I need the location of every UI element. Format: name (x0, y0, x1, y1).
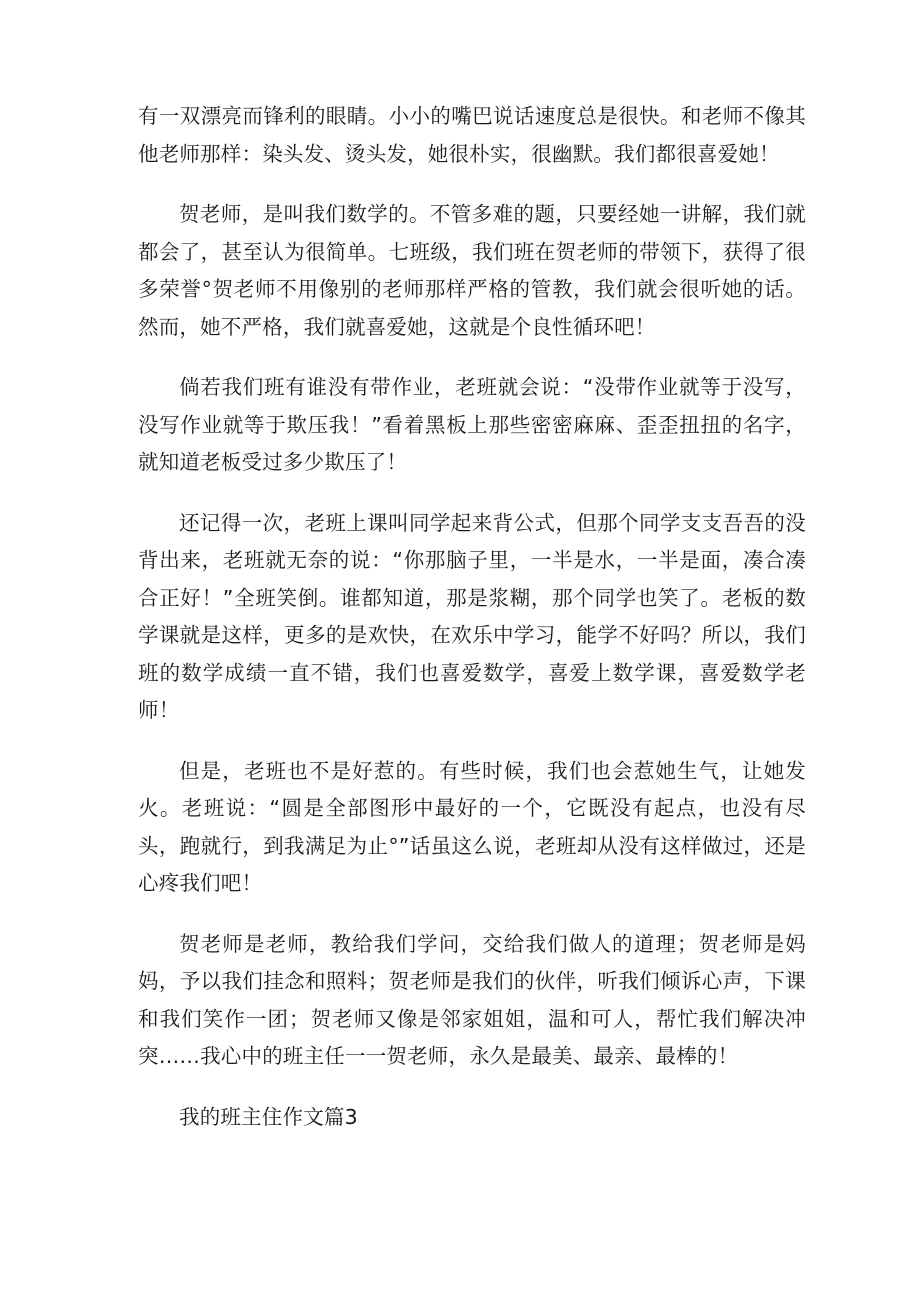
paragraph-2: 贺老师，是叫我们数学的。不管多难的题，只要经她一讲解，我们就都会了，甚至认为很简单。七班级，我们班在贺老师的带领下，获得了很多荣誉°贺老师不用像别的老师那样严格的管教，我们就会很听她的话。然而，她不严格，我们就喜爱她，这就是个良性循环吧！ (138, 202, 806, 339)
paragraph-3: 倘若我们班有谁没有带作业，老班就会说：“没带作业就等于没写，没写作业就等于欺压我！”看着黑板上那些密密麻麻、歪歪扭扭的名字，就知道老板受过多少欺压了！ (138, 375, 806, 474)
section-heading: 我的班主住作文篇3 (179, 1104, 358, 1129)
document-page (138, 98, 806, 1136)
paragraph-4: 还记得一次，老班上课叫同学起来背公式，但那个同学支支吾吾的没背出来，老班就无奈的说：“你那脑子里，一半是水，一半是面，凑合凑合正好！”全班笑倒。谁都知道，那是浆糊，那个同学也笑了。老板的数学课就是这样，更多的是欢快，在欢乐中学习，能学不好吗？所以，我们班的数学成绩一直不错，我们也喜爱数学，喜爱上数学课，喜爱数学老师！ (138, 510, 806, 722)
paragraph-6: 贺老师是老师，教给我们学问，交给我们做人的道理；贺老师是妈妈，予以我们挂念和照料；贺老师是我们的伙伴，听我们倾诉心声，下课和我们笑作一团；贺老师又像是邻家姐姐，温和可人，帮忙我们解决冲突……我心中的班主任一一贺老师，永久是最美、最亲、最棒的！ (138, 931, 806, 1068)
paragraph-5: 但是，老班也不是好惹的。有些时候，我们也会惹她生气，让她发火。老班说：“圆是全部图形中最好的一个，它既没有起点，也没有尽头，跑就行，到我满足为止°”话虽这么说，老班却从没有这样做过，还是心疼我们吧！ (138, 758, 806, 895)
paragraph-1: 有一双漂亮而锋利的眼睛。小小的嘴巴说话速度总是很快。和老师不像其他老师那样：染头发、烫头发，她很朴实，很幽默。我们都很喜爱她！ (138, 104, 806, 166)
